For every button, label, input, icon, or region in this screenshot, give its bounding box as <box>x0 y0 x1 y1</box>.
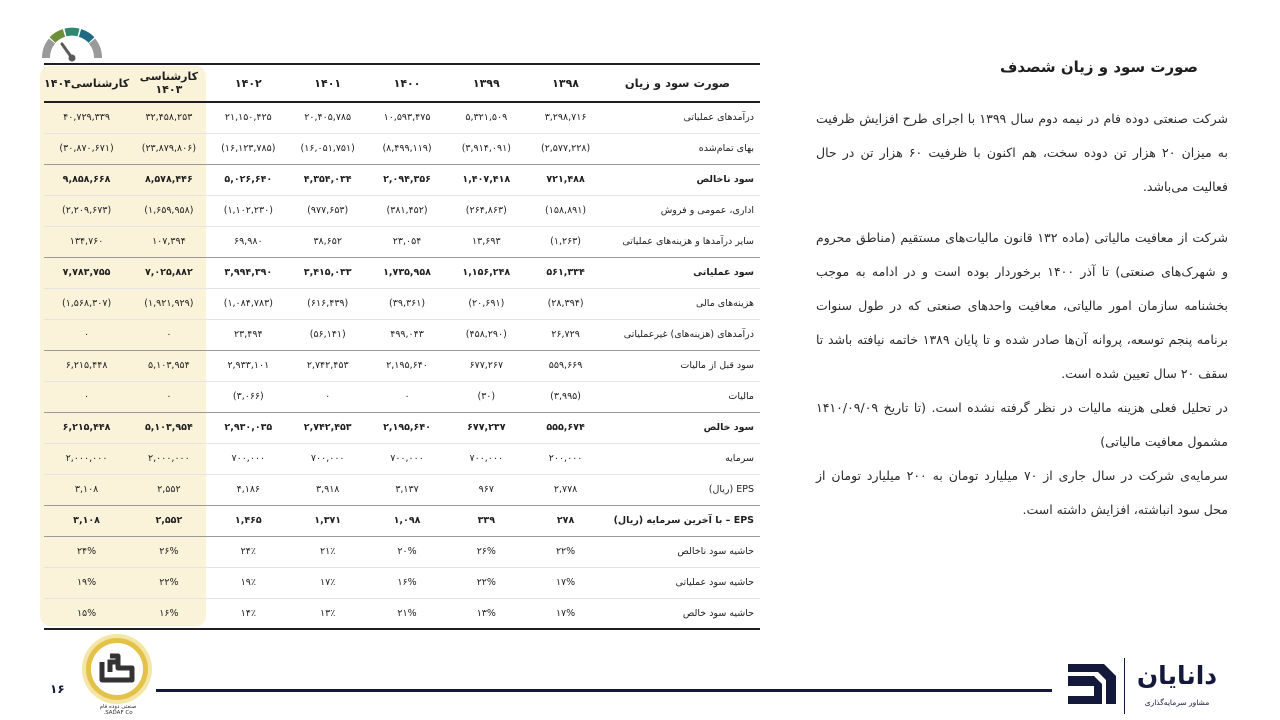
danayan-logo-icon <box>1066 662 1118 706</box>
table-cell: (۳۸۱,۴۵۲) <box>367 195 446 226</box>
table-cell: ۴۰,۷۲۹,۳۳۹ <box>44 102 129 133</box>
table-cell: (۲۳,۸۷۹,۸۰۶) <box>129 133 208 164</box>
column-header: ۱۴۰۰ <box>367 64 446 102</box>
row-label: درآمدهای (هزینه‌های) غیرعملیاتی <box>605 319 760 350</box>
row-label: EPS (ریال) <box>605 474 760 505</box>
table-cell: ۱۹٪ <box>209 567 288 598</box>
table-cell: (۱۵۸,۸۹۱) <box>526 195 605 226</box>
table-cell: ۶,۲۱۵,۴۴۸ <box>44 350 129 381</box>
table-row <box>44 319 760 350</box>
table-cell: ۲۶% <box>447 536 526 567</box>
table-cell: (۴۵۸,۲۹۰) <box>447 319 526 350</box>
table-cell: ۳۳۹ <box>447 505 526 536</box>
table-cell: ۷۰۰,۰۰۰ <box>367 443 446 474</box>
row-label: سود قبل از مالیات <box>605 350 760 381</box>
table-cell: ۸,۵۷۸,۴۴۶ <box>129 164 208 195</box>
brand-divider <box>1124 658 1125 714</box>
page-number: ۱۶ <box>50 682 65 696</box>
table-cell: ۵,۱۰۳,۹۵۴ <box>129 350 208 381</box>
table-cell: ۲۰,۴۰۵,۷۸۵ <box>288 102 367 133</box>
table-cell: (۳۰,۸۷۰,۶۷۱) <box>44 133 129 164</box>
table-cell: ۶۹,۹۸۰ <box>209 226 288 257</box>
table-row <box>44 536 760 567</box>
table-cell: ۵,۳۲۱,۵۰۹ <box>447 102 526 133</box>
table-row <box>44 505 760 536</box>
table-cell: (۲۰,۶۹۱) <box>447 288 526 319</box>
sadaf-logo-icon <box>80 632 154 706</box>
table-cell: ۰ <box>44 381 129 412</box>
table-cell: ۱,۷۳۵,۹۵۸ <box>367 257 446 288</box>
table-row <box>44 257 760 288</box>
table-cell: ۱,۴۰۷,۴۱۸ <box>447 164 526 195</box>
table-cell: ۲,۹۳۳,۱۰۱ <box>209 350 288 381</box>
table-cell: ۷۰۰,۰۰۰ <box>209 443 288 474</box>
table-cell: ۲۰۰,۰۰۰ <box>526 443 605 474</box>
table-cell: ۴,۱۸۶ <box>209 474 288 505</box>
column-header: کارشناسی ۱۴۰۳ <box>129 64 208 102</box>
table-cell: ۴۹۹,۰۴۳ <box>367 319 446 350</box>
table-cell: (۳۹,۳۶۱) <box>367 288 446 319</box>
table-cell: (۱,۶۵۹,۹۵۸) <box>129 195 208 226</box>
table-cell: ۶۷۷,۲۳۷ <box>447 412 526 443</box>
table-cell: (۳,۰۶۶) <box>209 381 288 412</box>
table-cell: ۱,۳۷۱ <box>288 505 367 536</box>
column-header: ۱۳۹۹ <box>447 64 526 102</box>
table-cell: ۰ <box>44 319 129 350</box>
row-label: مالیات <box>605 381 760 412</box>
table-row <box>44 288 760 319</box>
table-cell: ۱۳٪ <box>288 598 367 629</box>
table-header-row <box>44 64 760 102</box>
column-header: ۱۳۹۸ <box>526 64 605 102</box>
table-cell: ۱۰۷,۳۹۴ <box>129 226 208 257</box>
table-cell: ۱۴٪ <box>209 598 288 629</box>
table-row <box>44 164 760 195</box>
table-cell: ۲۳,۴۹۴ <box>209 319 288 350</box>
footer-line <box>156 689 1052 692</box>
table-cell: (۳۰) <box>447 381 526 412</box>
table-cell: ۱۷% <box>526 567 605 598</box>
table-cell: ۲,۷۷۸ <box>526 474 605 505</box>
table-cell: (۱,۱۰۲,۲۳۰) <box>209 195 288 226</box>
table-cell: ۷,۷۸۳,۷۵۵ <box>44 257 129 288</box>
table-cell: (۲۸,۳۹۴) <box>526 288 605 319</box>
paragraph: شرکت از معافیت مالیاتی (ماده ۱۳۲ قانون مالیات‌های مستقیم (مناطق محروم و شهرک‌های صنعتی) تا آذر ۱۴۰۰ برخوردار بوده است و در ادامه به موجب بخشنامه سازمان امور مالیاتی، معافیت واحدهای صنعتی که در طول سنوات برنامه پنجم توسعه، پروانه آن‌ها صادر شده و تا پایان ۱۳۸۹ خاتمه نیافته باشد تا سقف ۲۰ سال تعیین شده است. <box>816 230 1228 381</box>
table-cell: ۲,۰۹۴,۳۵۶ <box>367 164 446 195</box>
table-cell: ۲۷۸ <box>526 505 605 536</box>
column-header: ۱۴۰۲ <box>209 64 288 102</box>
table-cell: ۰ <box>288 381 367 412</box>
table-cell: (۱۶,۱۲۳,۷۸۵) <box>209 133 288 164</box>
table-cell: ۱۰,۵۹۳,۴۷۵ <box>367 102 446 133</box>
table-cell: (۸,۴۹۹,۱۱۹) <box>367 133 446 164</box>
table-cell: ۶,۲۱۵,۴۴۸ <box>44 412 129 443</box>
company-caption-fa: صنعتی دوده فام <box>99 704 137 710</box>
table-row <box>44 226 760 257</box>
table-cell: ۲۶,۷۲۹ <box>526 319 605 350</box>
row-label: حاشیه سود عملیاتی <box>605 567 760 598</box>
table-cell: ۳,۹۱۸ <box>288 474 367 505</box>
table-row <box>44 350 760 381</box>
table-cell: ۲۱٪ <box>288 536 367 567</box>
table-cell: ۱,۱۵۶,۲۴۸ <box>447 257 526 288</box>
row-label: بهای تمام‌شده <box>605 133 760 164</box>
table-cell: ۱۶% <box>367 567 446 598</box>
row-label: اداری، عمومی و فروش <box>605 195 760 226</box>
row-label: EPS – با آخرین سرمایه (ریال) <box>605 505 760 536</box>
table-cell: ۲۴٪ <box>209 536 288 567</box>
table-cell: ۳۲,۴۵۸,۲۵۳ <box>129 102 208 133</box>
table-row <box>44 598 760 629</box>
table-cell: ۱,۰۹۸ <box>367 505 446 536</box>
table-row <box>44 133 760 164</box>
income-statement-table-wrapper <box>44 63 760 630</box>
table-row <box>44 474 760 505</box>
table-cell: ۳,۱۳۷ <box>367 474 446 505</box>
table-cell: ۹۶۷ <box>447 474 526 505</box>
table-cell: ۱۳,۶۹۳ <box>447 226 526 257</box>
table-cell: (۱,۰۸۴,۷۸۳) <box>209 288 288 319</box>
row-label: هزینه‌های مالی <box>605 288 760 319</box>
table-cell: ۱۷٪ <box>288 567 367 598</box>
description-text <box>816 102 1228 527</box>
table-cell: ۳,۴۱۵,۰۳۳ <box>288 257 367 288</box>
table-cell: ۱۳۴,۷۶۰ <box>44 226 129 257</box>
table-row <box>44 443 760 474</box>
table-cell: ۲,۱۹۵,۶۴۰ <box>367 412 446 443</box>
table-row <box>44 412 760 443</box>
table-cell: (۶۱۶,۴۳۹) <box>288 288 367 319</box>
table-cell: (۱,۲۶۳) <box>526 226 605 257</box>
table-cell: ۷۲۱,۴۸۸ <box>526 164 605 195</box>
row-label: سایر درآمدها و هزینه‌های عملیاتی <box>605 226 760 257</box>
table-cell: (۲,۲۰۹,۶۷۳) <box>44 195 129 226</box>
table-cell: ۷۰۰,۰۰۰ <box>288 443 367 474</box>
table-cell: ۲۴% <box>44 536 129 567</box>
company-caption <box>78 704 158 716</box>
table-cell: ۲۲% <box>447 567 526 598</box>
brand-subtitle: مشاور سرمایه‌گذاری <box>1144 698 1210 707</box>
table-cell: (۱۶,۰۵۱,۷۵۱) <box>288 133 367 164</box>
table-cell: ۱۵% <box>44 598 129 629</box>
table-cell: ۰ <box>367 381 446 412</box>
table-cell: ۳,۱۰۸ <box>44 505 129 536</box>
table-cell: ۲۶% <box>129 536 208 567</box>
table-cell: ۶۷۷,۲۶۷ <box>447 350 526 381</box>
table-cell: ۴,۳۵۴,۰۳۴ <box>288 164 367 195</box>
table-cell: (۳,۹۹۵) <box>526 381 605 412</box>
table-cell: ۲,۷۴۲,۴۵۳ <box>288 412 367 443</box>
table-cell: (۱,۹۲۱,۹۲۹) <box>129 288 208 319</box>
table-cell: ۱۶% <box>129 598 208 629</box>
table-cell: (۹۷۷,۶۵۳) <box>288 195 367 226</box>
table-cell: ۹,۸۵۸,۶۶۸ <box>44 164 129 195</box>
row-label: سود ناخالص <box>605 164 760 195</box>
table-cell: (۲۶۴,۸۶۳) <box>447 195 526 226</box>
row-label: سود عملیاتی <box>605 257 760 288</box>
table-cell: ۱,۴۶۵ <box>209 505 288 536</box>
table-cell: ۵۵۹,۶۶۹ <box>526 350 605 381</box>
table-cell: ۳,۱۰۸ <box>44 474 129 505</box>
table-cell: ۵,۱۰۳,۹۵۴ <box>129 412 208 443</box>
table-cell: ۲۲% <box>526 536 605 567</box>
table-cell: ۳,۹۹۴,۳۹۰ <box>209 257 288 288</box>
table-cell: ۷۰۰,۰۰۰ <box>447 443 526 474</box>
paragraph: سرمایه‌ی شرکت در سال جاری از ۷۰ میلیارد تومان به ۲۰۰ میلیارد تومان از محل سود انباشته، افزایش داشته است. <box>816 468 1229 517</box>
table-cell: ۵۵۵,۶۷۴ <box>526 412 605 443</box>
table-cell: ۵,۰۲۶,۶۴۰ <box>209 164 288 195</box>
table-header-label: صورت سود و زیان <box>605 64 760 102</box>
gauge-icon <box>40 24 104 64</box>
page-title: صورت سود و زیان شصدف <box>1000 58 1198 76</box>
table-row <box>44 195 760 226</box>
paragraph: شرکت صنعتی دوده فام در نیمه دوم سال ۱۳۹۹ با اجرای طرح افزایش ظرفیت به میزان ۲۰ هزار تن دوده سخت، هم اکنون با ظرفیت ۶۰ هزار تن در حال فعالیت می‌باشد. <box>816 111 1228 194</box>
table-row <box>44 567 760 598</box>
table-cell: ۳,۲۹۸,۷۱۶ <box>526 102 605 133</box>
table-cell: ۱۹% <box>44 567 129 598</box>
table-cell: (۱,۵۶۸,۳۰۷) <box>44 288 129 319</box>
table-cell: ۲,۰۰۰,۰۰۰ <box>44 443 129 474</box>
brand-name: دانایان <box>1136 661 1218 690</box>
table-cell: ۲۳,۰۵۴ <box>367 226 446 257</box>
table-cell: ۲۱% <box>367 598 446 629</box>
table-cell: ۳۸,۶۵۲ <box>288 226 367 257</box>
table-cell: ۱۷% <box>526 598 605 629</box>
paragraph: در تحلیل فعلی هزینه مالیات در نظر گرفته نشده است. (تا تاریخ ۱۴۱۰/۰۹/۰۹ مشمول معافیت مالیاتی) <box>816 400 1228 449</box>
row-label: سود خالص <box>605 412 760 443</box>
row-label: سرمایه <box>605 443 760 474</box>
column-header: کارشناسی۱۴۰۴ <box>44 64 129 102</box>
table-cell: ۰ <box>129 319 208 350</box>
table-cell: ۲,۷۴۲,۴۵۳ <box>288 350 367 381</box>
column-header: ۱۴۰۱ <box>288 64 367 102</box>
table-cell: ۱۳% <box>447 598 526 629</box>
table-cell: ۲,۵۵۲ <box>129 505 208 536</box>
table-cell: ۲۰% <box>367 536 446 567</box>
table-row <box>44 102 760 133</box>
table-cell: ۲,۹۳۰,۰۳۵ <box>209 412 288 443</box>
table-cell: ۲,۰۰۰,۰۰۰ <box>129 443 208 474</box>
table-cell: ۷,۰۲۵,۸۸۲ <box>129 257 208 288</box>
table-cell: ۵۶۱,۳۳۴ <box>526 257 605 288</box>
table-cell: ۲,۵۵۲ <box>129 474 208 505</box>
table-cell: ۲۲% <box>129 567 208 598</box>
table-cell: ۲۱,۱۵۰,۴۲۵ <box>209 102 288 133</box>
row-label: درآمدهای عملیاتی <box>605 102 760 133</box>
row-label: حاشیه سود خالص <box>605 598 760 629</box>
table-cell: (۲,۵۷۷,۲۲۸) <box>526 133 605 164</box>
table-cell: ۰ <box>129 381 208 412</box>
company-caption-en: SADAF Co. <box>103 710 133 716</box>
table-cell: (۳,۹۱۴,۰۹۱) <box>447 133 526 164</box>
income-statement-table <box>44 63 760 630</box>
table-row <box>44 381 760 412</box>
row-label: حاشیه سود ناخالص <box>605 536 760 567</box>
table-cell: (۵۶,۱۴۱) <box>288 319 367 350</box>
table-cell: ۲,۱۹۵,۶۴۰ <box>367 350 446 381</box>
